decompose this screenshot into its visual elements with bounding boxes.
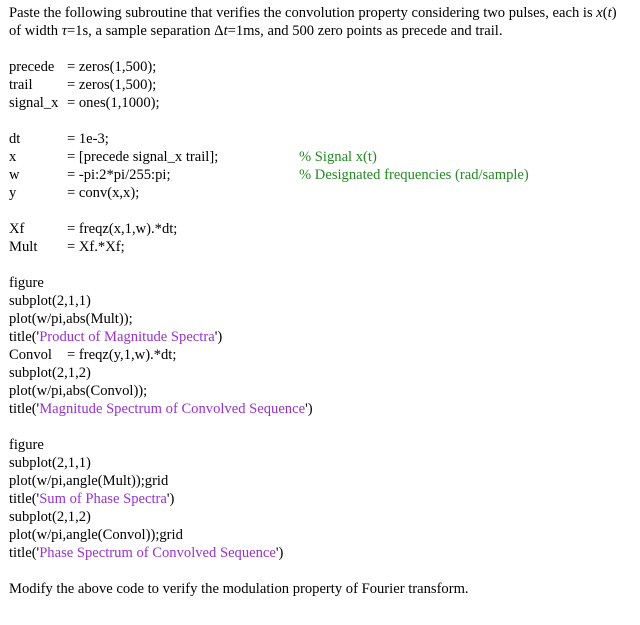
code-line bbox=[9, 130, 640, 148]
code-string: Product of Magnitude Spectra bbox=[39, 329, 215, 345]
intro-t2: t bbox=[223, 23, 228, 39]
code-lhs: signal_x bbox=[9, 95, 59, 111]
intro-paragraph bbox=[9, 4, 627, 40]
code-text: plot(w/pi,angle(Mult));grid bbox=[9, 473, 169, 489]
code-text: figure bbox=[9, 275, 44, 291]
intro-x: x bbox=[596, 5, 603, 21]
code-block-magnitude-figure bbox=[9, 274, 640, 418]
code-text: subplot(2,1,1) bbox=[9, 293, 91, 309]
code-string: Magnitude Spectrum of Convolved Sequence bbox=[39, 401, 306, 417]
code-text: ') bbox=[275, 545, 284, 561]
code-rhs: = [precede signal_x trail]; bbox=[67, 149, 219, 165]
code-string: Phase Spectrum of Convolved Sequence bbox=[39, 545, 276, 561]
code-text: title(' bbox=[9, 401, 40, 417]
code-text: plot(w/pi,abs(Mult)); bbox=[9, 311, 133, 327]
code-line bbox=[9, 238, 640, 256]
code-rhs: = -pi:2*pi/255:pi; bbox=[67, 167, 171, 183]
code-line bbox=[9, 220, 640, 238]
code-text: title(' bbox=[9, 329, 40, 345]
code-line bbox=[9, 526, 640, 544]
code-line bbox=[9, 382, 640, 400]
code-text: plot(w/pi,abs(Convol)); bbox=[9, 383, 148, 399]
code-rhs: = zeros(1,500); bbox=[67, 59, 157, 75]
code-lhs: dt bbox=[9, 131, 21, 147]
code-comment: % Signal x(t) bbox=[299, 149, 377, 165]
intro-t: t bbox=[607, 5, 612, 21]
code-lhs: Mult bbox=[9, 239, 38, 255]
code-line bbox=[9, 472, 640, 490]
code-text: subplot(2,1,2) bbox=[9, 365, 91, 381]
code-rhs: = 1e-3; bbox=[67, 131, 109, 147]
code-text: title(' bbox=[9, 491, 40, 507]
code-line bbox=[9, 292, 640, 310]
code-rhs: = ones(1,1000); bbox=[67, 95, 160, 111]
code-line bbox=[9, 364, 640, 382]
code-text: subplot(2,1,1) bbox=[9, 455, 91, 471]
code-text: plot(w/pi,angle(Convol));grid bbox=[9, 527, 183, 543]
code-text: ') bbox=[166, 491, 175, 507]
code-line bbox=[9, 400, 640, 418]
code-line bbox=[9, 328, 640, 346]
code-string: Sum of Phase Spectra bbox=[39, 491, 167, 507]
code-rhs: = Xf.*Xf; bbox=[67, 239, 125, 255]
intro-text-4: =1s, a sample separation Δ bbox=[66, 23, 224, 39]
code-line bbox=[9, 76, 640, 94]
intro-tau: τ bbox=[61, 23, 67, 39]
intro-text-1: Paste the following subroutine that verifies the convolution property considering two pulses, each is bbox=[9, 5, 597, 21]
code-line bbox=[9, 490, 640, 508]
code-line bbox=[9, 544, 640, 562]
code-line bbox=[9, 310, 640, 328]
code-lhs: precede bbox=[9, 59, 55, 75]
code-line bbox=[9, 148, 640, 166]
code-lhs: y bbox=[9, 185, 17, 201]
code-text: title(' bbox=[9, 545, 40, 561]
code-rhs: = zeros(1,500); bbox=[67, 77, 157, 93]
code-line bbox=[9, 454, 640, 472]
code-lhs: trail bbox=[9, 77, 33, 93]
code-rhs: = conv(x,x); bbox=[67, 185, 140, 201]
code-block-signals bbox=[9, 130, 640, 202]
intro-text-3: ) of width bbox=[9, 5, 617, 39]
code-text: ') bbox=[214, 329, 223, 345]
code-line bbox=[9, 436, 640, 454]
code-line bbox=[9, 274, 640, 292]
code-line bbox=[9, 58, 640, 76]
code-text: subplot(2,1,2) bbox=[9, 509, 91, 525]
intro-text-5: =1ms, and 500 zero points as precede and trail. bbox=[227, 23, 503, 39]
code-lhs: x bbox=[9, 149, 17, 165]
code-line bbox=[9, 508, 640, 526]
code-lhs: w bbox=[9, 167, 20, 183]
code-text: figure bbox=[9, 437, 44, 453]
closing-instruction: Modify the above code to verify the modulation property of Fourier transform. bbox=[9, 581, 469, 597]
code-rhs: = freqz(x,1,w).*dt; bbox=[67, 221, 178, 237]
code-text: ') bbox=[305, 401, 313, 417]
code-line bbox=[9, 184, 640, 202]
code-block-phase-figure bbox=[9, 436, 640, 562]
code-block-spectra bbox=[9, 220, 640, 256]
code-line bbox=[9, 94, 640, 112]
code-block-declarations bbox=[9, 58, 640, 112]
code-lhs: Convol bbox=[9, 347, 52, 363]
code-rhs: = freqz(y,1,w).*dt; bbox=[67, 347, 177, 363]
code-line bbox=[9, 166, 640, 184]
code-line bbox=[9, 346, 640, 364]
code-comment: % Designated frequencies (rad/sample) bbox=[299, 167, 529, 183]
intro-text-2: ( bbox=[602, 5, 608, 21]
code-lhs: Xf bbox=[9, 221, 25, 237]
